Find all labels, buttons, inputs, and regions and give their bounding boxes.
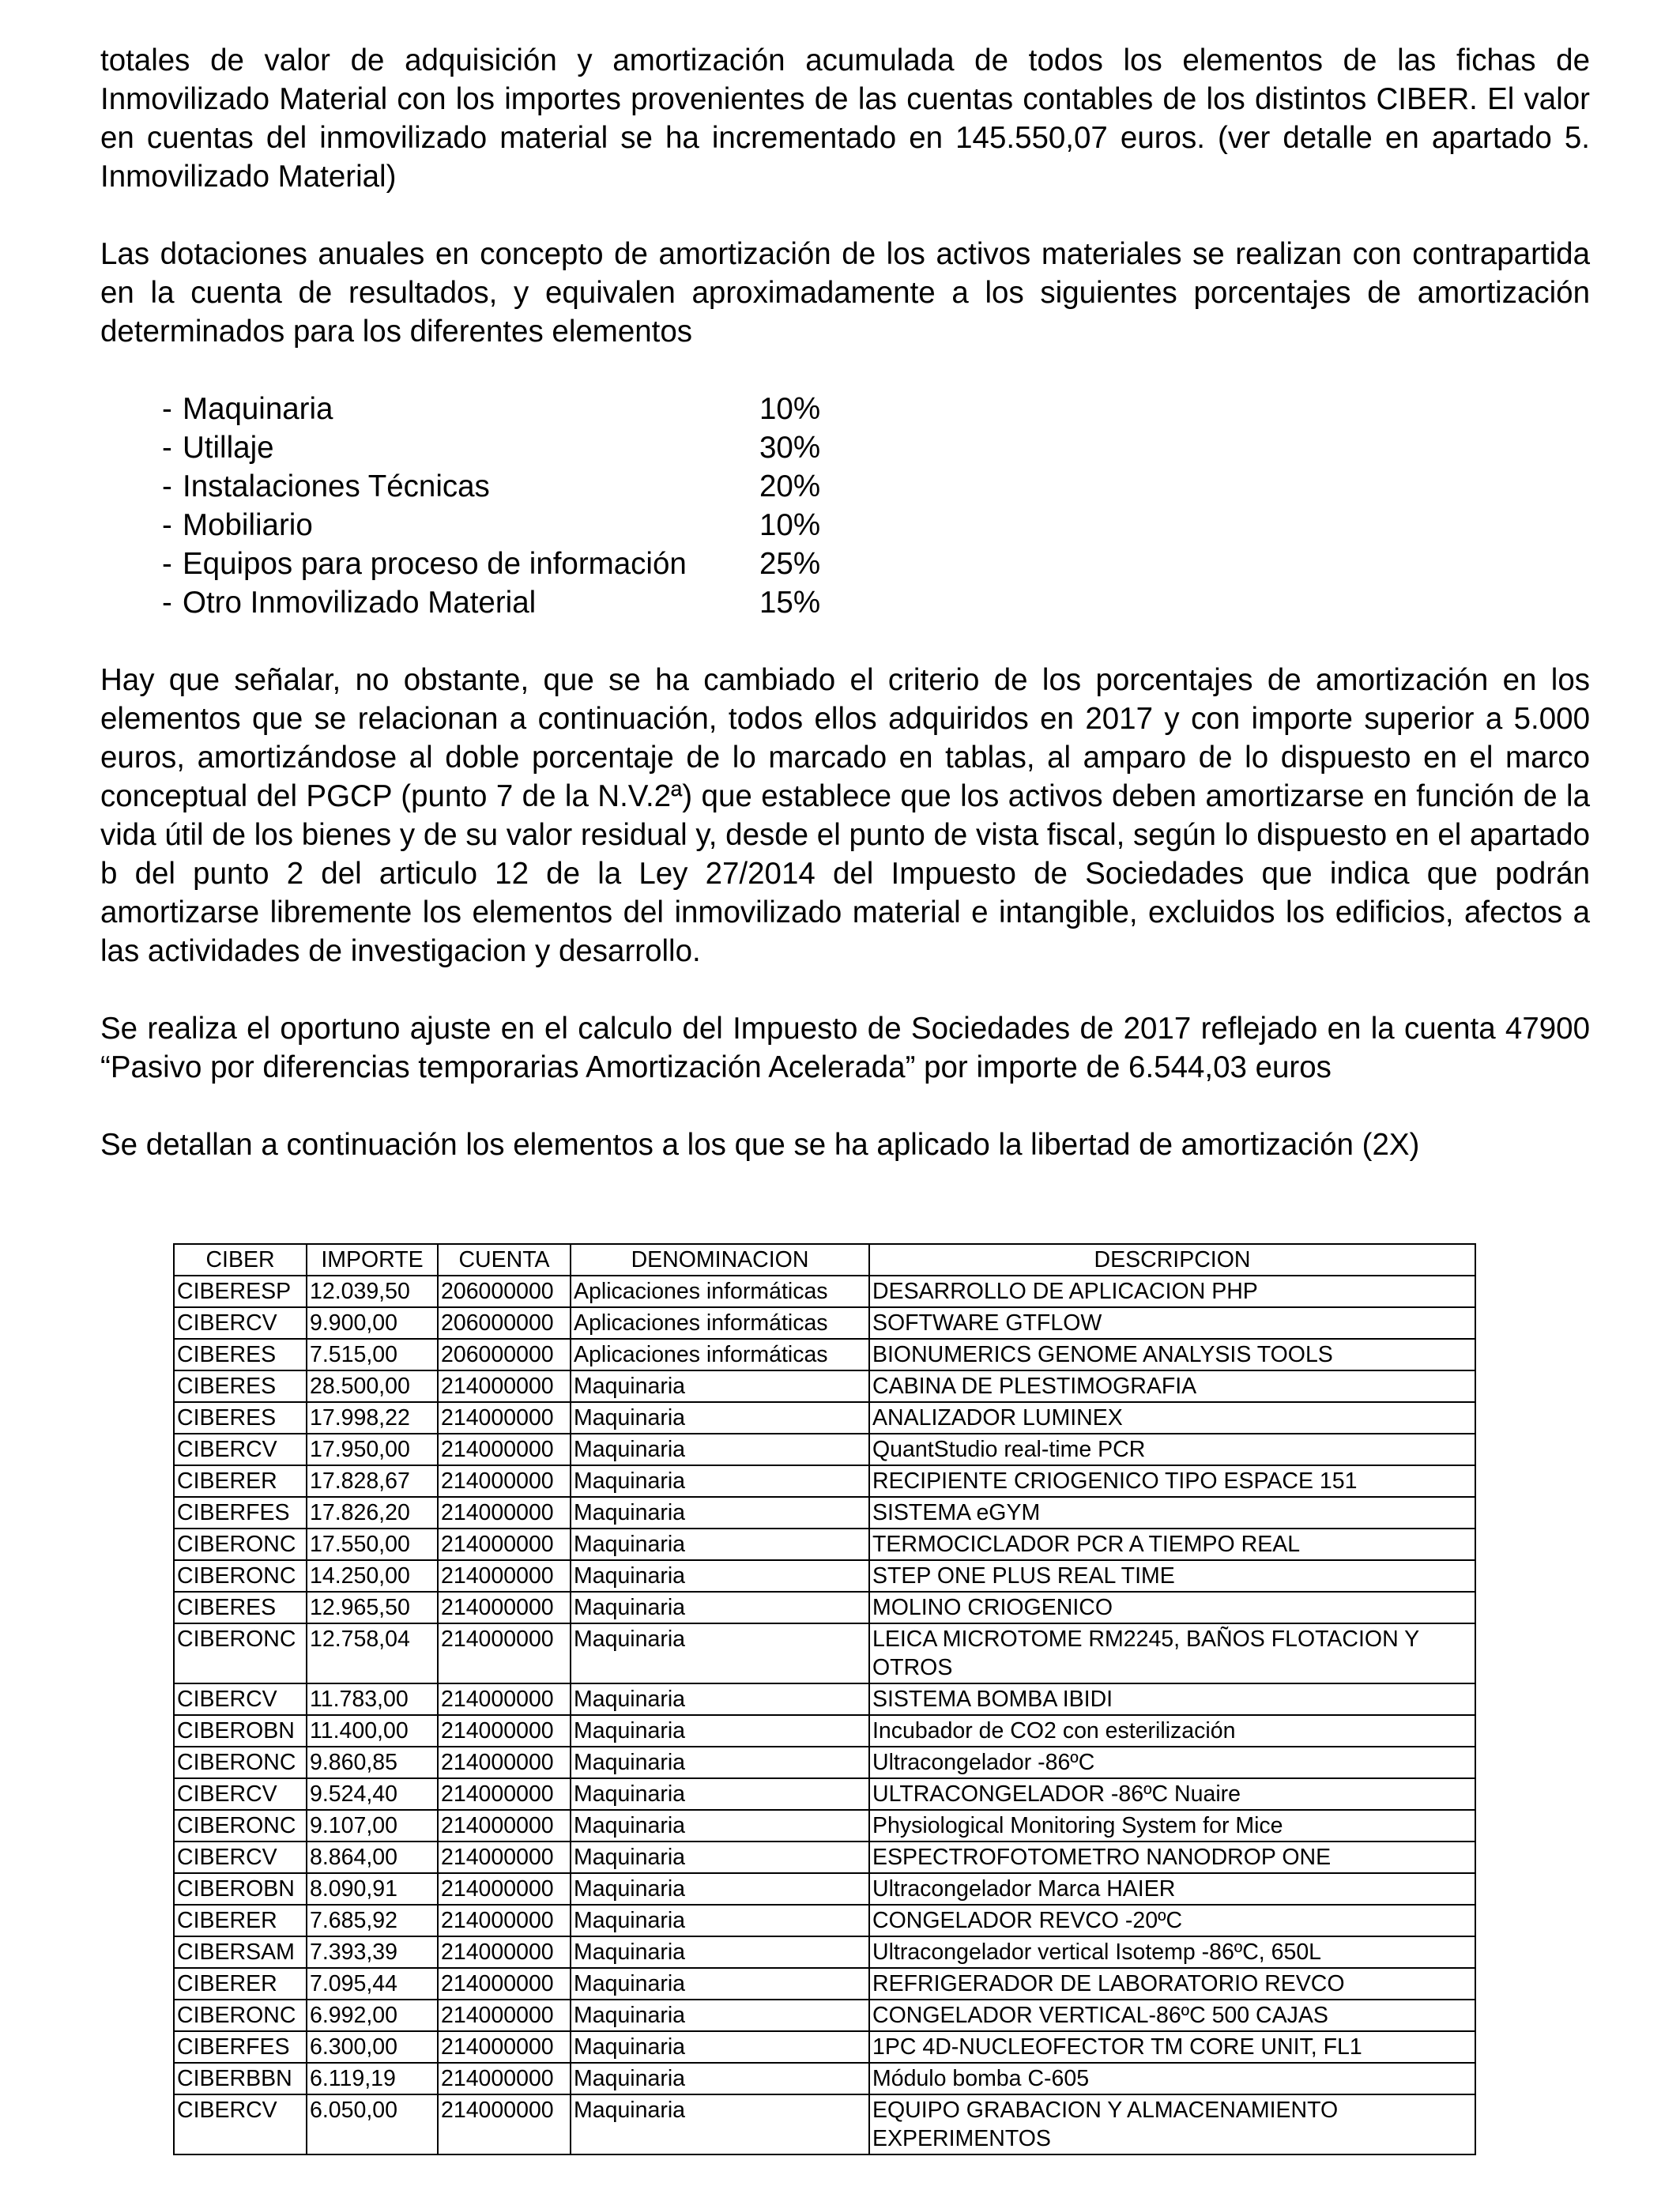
cell-importe: 17.828,67 [307,1465,438,1497]
cell-descripcion: EQUIPO GRABACION Y ALMACENAMIENTO EXPERIMENTOS [869,2094,1475,2154]
cell-ciber: CIBERFES [174,2031,307,2063]
cell-cuenta: 206000000 [438,1339,571,1370]
cell-importe: 7.515,00 [307,1339,438,1370]
table-row [174,1842,1475,1873]
cell-importe: 9.860,85 [307,1747,438,1778]
cell-cuenta: 214000000 [438,1402,571,1434]
rate-percentage: 20% [759,469,821,503]
table-row [174,1715,1475,1747]
cell-denominacion: Maquinaria [571,1529,869,1560]
cell-descripcion: 1PC 4D-NUCLEOFECTOR TM CORE UNIT, FL1 [869,2031,1475,2063]
cell-ciber: CIBERCV [174,2094,307,2154]
paragraph-detalle: Se detallan a continuación los elementos a los que se ha aplicado la libertad de amortización (2X) [100,1128,1420,1162]
cell-cuenta: 206000000 [438,1307,571,1339]
rate-item [162,428,1590,467]
cell-denominacion: Maquinaria [571,1873,869,1905]
header-denominacion: DENOMINACION [571,1244,869,1276]
cell-cuenta: 206000000 [438,1276,571,1307]
cell-importe: 6.050,00 [307,2094,438,2154]
cell-ciber: CIBERSAM [174,1936,307,1968]
cell-importe: 9.524,40 [307,1778,438,1810]
table-row [174,1497,1475,1529]
cell-denominacion: Maquinaria [571,1402,869,1434]
cell-descripcion: RECIPIENTE CRIOGENICO TIPO ESPACE 151 [869,1465,1475,1497]
rate-percentage: 30% [759,431,821,465]
rate-name: Instalaciones Técnicas [183,469,490,503]
cell-descripcion: ESPECTROFOTOMETRO NANODROP ONE [869,1842,1475,1873]
cell-denominacion: Maquinaria [571,1747,869,1778]
cell-cuenta: 214000000 [438,1497,571,1529]
cell-cuenta: 214000000 [438,1778,571,1810]
table-row [174,1560,1475,1592]
rate-item [162,467,1590,506]
cell-cuenta: 214000000 [438,1683,571,1715]
table-row [174,1434,1475,1465]
cell-importe: 8.090,91 [307,1873,438,1905]
cell-ciber: CIBERER [174,1968,307,2000]
cell-descripcion: QuantStudio real-time PCR [869,1434,1475,1465]
cell-cuenta: 214000000 [438,2031,571,2063]
cell-cuenta: 214000000 [438,1560,571,1592]
cell-ciber: CIBEROBN [174,1715,307,1747]
cell-importe: 7.393,39 [307,1936,438,1968]
cell-descripcion: LEICA MICROTOME RM2245, BAÑOS FLOTACION Y OTROS [869,1623,1475,1683]
cell-cuenta: 214000000 [438,1968,571,2000]
cell-importe: 17.998,22 [307,1402,438,1434]
cell-denominacion: Aplicaciones informáticas [571,1307,869,1339]
cell-ciber: CIBERES [174,1339,307,1370]
cell-denominacion: Maquinaria [571,1465,869,1497]
cell-importe: 7.685,92 [307,1905,438,1936]
cell-denominacion: Maquinaria [571,2000,869,2031]
cell-cuenta: 214000000 [438,1370,571,1402]
table-row [174,1465,1475,1497]
cell-descripcion: Ultracongelador vertical Isotemp -86ºC, 650L [869,1936,1475,1968]
cell-denominacion: Aplicaciones informáticas [571,1339,869,1370]
cell-cuenta: 214000000 [438,2094,571,2154]
cell-descripcion: ANALIZADOR LUMINEX [869,1402,1475,1434]
rate-name: Equipos para proceso de información [183,547,687,581]
rate-percentage: 15% [759,586,821,620]
table-row [174,1683,1475,1715]
cell-ciber: CIBERONC [174,1747,307,1778]
rate-item [162,545,1590,583]
cell-descripcion: CONGELADOR REVCO -20ºC [869,1905,1475,1936]
cell-denominacion: Maquinaria [571,1778,869,1810]
rate-dash: - [162,586,172,620]
cell-descripcion: Ultracongelador Marca HAIER [869,1873,1475,1905]
paragraph-criterio: Hay que señalar, no obstante, que se ha cambiado el criterio de los porcentajes de amortización en los elementos que se relacionan a continuación, todos ellos adquiridos en 2017 y con importe superior a 5.000 euros, amortizándose al doble porcentaje de lo marcado en tablas, al amparo de lo dispuesto en el marco conceptual del PGCP (punto 7 de la N.V.2ª) que establece que los activos deben amortizarse en función de la vida útil de los bienes y de su valor residual y, desde el punto de vista fiscal, según lo dispuesto en el apartado b del punto 2 del articulo 12 de la Ley 27/2014 del Impuesto de Sociedades que indica que podrán amortizarse libremente los elementos del inmovilizado material e intangible, excluidos los edificios, afectos a las actividades de investigacion y desarrollo. [100,663,1590,968]
cell-importe: 17.950,00 [307,1434,438,1465]
cell-cuenta: 214000000 [438,1810,571,1842]
rate-dash: - [162,431,172,465]
cell-cuenta: 214000000 [438,1747,571,1778]
paragraph-adquisicion: totales de valor de adquisición y amortización acumulada de todos los elementos de las fichas de Inmovilizado Material con los importes provenientes de las cuentas contables de los distintos CIBER. El valor en cuentas del inmovilizado material se ha incrementado en 145.550,07 euros. (ver detalle en apartado 5. Inmovilizado Material) [100,43,1590,194]
table-row [174,1936,1475,1968]
cell-descripcion: SOFTWARE GTFLOW [869,1307,1475,1339]
paragraph-dotaciones: Las dotaciones anuales en concepto de amortización de los activos materiales se realizan con contrapartida en la cuenta de resultados, y equivalen aproximadamente a los siguientes porcentajes de amortización determinados para los diferentes elementos [100,237,1590,349]
table-row [174,1747,1475,1778]
cell-descripcion: DESARROLLO DE APLICACION PHP [869,1276,1475,1307]
cell-ciber: CIBEROBN [174,1873,307,1905]
cell-cuenta: 214000000 [438,1465,571,1497]
elements-table [173,1243,1476,2155]
table-row [174,2031,1475,2063]
table-row [174,1905,1475,1936]
cell-denominacion: Maquinaria [571,1434,869,1465]
table-row [174,1370,1475,1402]
cell-denominacion: Maquinaria [571,2063,869,2094]
table-row [174,1778,1475,1810]
paragraph-ajuste: Se realiza el oportuno ajuste en el calculo del Impuesto de Sociedades de 2017 reflejado en la cuenta 47900 “Pasivo por diferencias temporarias Amortización Acelerada” por importe de 6.544,03 euros [100,1012,1590,1084]
cell-importe: 6.992,00 [307,2000,438,2031]
header-ciber: CIBER [174,1244,307,1276]
rate-name: Mobiliario [183,508,313,542]
rate-dash: - [162,508,172,542]
cell-cuenta: 214000000 [438,1434,571,1465]
cell-importe: 11.400,00 [307,1715,438,1747]
table-row [174,1276,1475,1307]
cell-descripcion: Physiological Monitoring System for Mice [869,1810,1475,1842]
table-row [174,1873,1475,1905]
cell-denominacion: Maquinaria [571,1905,869,1936]
cell-importe: 17.550,00 [307,1529,438,1560]
cell-importe: 12.758,04 [307,1623,438,1683]
cell-ciber: CIBERONC [174,1560,307,1592]
cell-cuenta: 214000000 [438,1936,571,1968]
cell-descripcion: Módulo bomba C-605 [869,2063,1475,2094]
table-row [174,1529,1475,1560]
table-row [174,2000,1475,2031]
cell-importe: 6.119,19 [307,2063,438,2094]
header-descripcion: DESCRIPCION [869,1244,1475,1276]
document-body [100,41,1590,1164]
cell-cuenta: 214000000 [438,1873,571,1905]
cell-denominacion: Maquinaria [571,1592,869,1623]
cell-descripcion: CONGELADOR VERTICAL-86ºC 500 CAJAS [869,2000,1475,2031]
cell-importe: 12.965,50 [307,1592,438,1623]
table-row [174,1307,1475,1339]
cell-cuenta: 214000000 [438,1842,571,1873]
cell-descripcion: MOLINO CRIOGENICO [869,1592,1475,1623]
cell-denominacion: Maquinaria [571,2094,869,2154]
cell-denominacion: Maquinaria [571,1497,869,1529]
cell-denominacion: Maquinaria [571,2031,869,2063]
cell-descripcion: Ultracongelador -86ºC [869,1747,1475,1778]
rate-dash: - [162,469,172,503]
cell-descripcion: BIONUMERICS GENOME ANALYSIS TOOLS [869,1339,1475,1370]
rate-item [162,506,1590,545]
cell-descripcion: CABINA DE PLESTIMOGRAFIA [869,1370,1475,1402]
cell-cuenta: 214000000 [438,1529,571,1560]
cell-ciber: CIBERCV [174,1307,307,1339]
cell-ciber: CIBERFES [174,1497,307,1529]
cell-cuenta: 214000000 [438,2000,571,2031]
cell-importe: 28.500,00 [307,1370,438,1402]
cell-denominacion: Maquinaria [571,1560,869,1592]
rate-item [162,583,1590,622]
rate-percentage: 25% [759,547,821,581]
rate-name: Maquinaria [183,392,333,426]
cell-ciber: CIBERONC [174,1529,307,1560]
table-row [174,1968,1475,2000]
cell-importe: 17.826,20 [307,1497,438,1529]
table-header-row [174,1244,1475,1276]
cell-importe: 14.250,00 [307,1560,438,1592]
rate-dash: - [162,547,172,581]
cell-descripcion: ULTRACONGELADOR -86ºC Nuaire [869,1778,1475,1810]
table-row [174,1402,1475,1434]
cell-ciber: CIBERESP [174,1276,307,1307]
cell-denominacion: Maquinaria [571,1968,869,2000]
table-row [174,1339,1475,1370]
cell-ciber: CIBERCV [174,1778,307,1810]
rate-dash: - [162,392,172,426]
cell-ciber: CIBERBBN [174,2063,307,2094]
cell-descripcion: STEP ONE PLUS REAL TIME [869,1560,1475,1592]
cell-importe: 9.900,00 [307,1307,438,1339]
rate-name: Utillaje [183,431,274,465]
cell-importe: 7.095,44 [307,1968,438,2000]
cell-cuenta: 214000000 [438,2063,571,2094]
cell-importe: 11.783,00 [307,1683,438,1715]
cell-cuenta: 214000000 [438,1905,571,1936]
header-importe: IMPORTE [307,1244,438,1276]
cell-descripcion: SISTEMA BOMBA IBIDI [869,1683,1475,1715]
cell-ciber: CIBERCV [174,1842,307,1873]
cell-ciber: CIBERER [174,1465,307,1497]
cell-denominacion: Maquinaria [571,1810,869,1842]
cell-denominacion: Maquinaria [571,1842,869,1873]
rate-percentage: 10% [759,508,821,542]
table-row [174,1810,1475,1842]
cell-ciber: CIBERONC [174,1623,307,1683]
cell-denominacion: Maquinaria [571,1623,869,1683]
header-cuenta: CUENTA [438,1244,571,1276]
cell-importe: 12.039,50 [307,1276,438,1307]
cell-cuenta: 214000000 [438,1623,571,1683]
table-row [174,2094,1475,2154]
cell-denominacion: Aplicaciones informáticas [571,1276,869,1307]
cell-descripcion: SISTEMA eGYM [869,1497,1475,1529]
rate-item [162,390,1590,428]
cell-ciber: CIBERER [174,1905,307,1936]
table-row [174,1592,1475,1623]
amortization-rates-list [162,390,1590,622]
cell-denominacion: Maquinaria [571,1370,869,1402]
cell-importe: 8.864,00 [307,1842,438,1873]
cell-descripcion: Incubador de CO2 con esterilización [869,1715,1475,1747]
cell-ciber: CIBERES [174,1592,307,1623]
cell-denominacion: Maquinaria [571,1683,869,1715]
cell-descripcion: REFRIGERADOR DE LABORATORIO REVCO [869,1968,1475,2000]
cell-importe: 9.107,00 [307,1810,438,1842]
table-row [174,1623,1475,1683]
cell-cuenta: 214000000 [438,1592,571,1623]
cell-ciber: CIBERCV [174,1434,307,1465]
cell-importe: 6.300,00 [307,2031,438,2063]
table-row [174,2063,1475,2094]
cell-ciber: CIBERES [174,1402,307,1434]
cell-descripcion: TERMOCICLADOR PCR A TIEMPO REAL [869,1529,1475,1560]
cell-ciber: CIBERONC [174,2000,307,2031]
cell-ciber: CIBERONC [174,1810,307,1842]
rate-name: Otro Inmovilizado Material [183,586,537,620]
rate-percentage: 10% [759,392,821,426]
cell-cuenta: 214000000 [438,1715,571,1747]
cell-ciber: CIBERES [174,1370,307,1402]
cell-denominacion: Maquinaria [571,1715,869,1747]
cell-denominacion: Maquinaria [571,1936,869,1968]
cell-ciber: CIBERCV [174,1683,307,1715]
